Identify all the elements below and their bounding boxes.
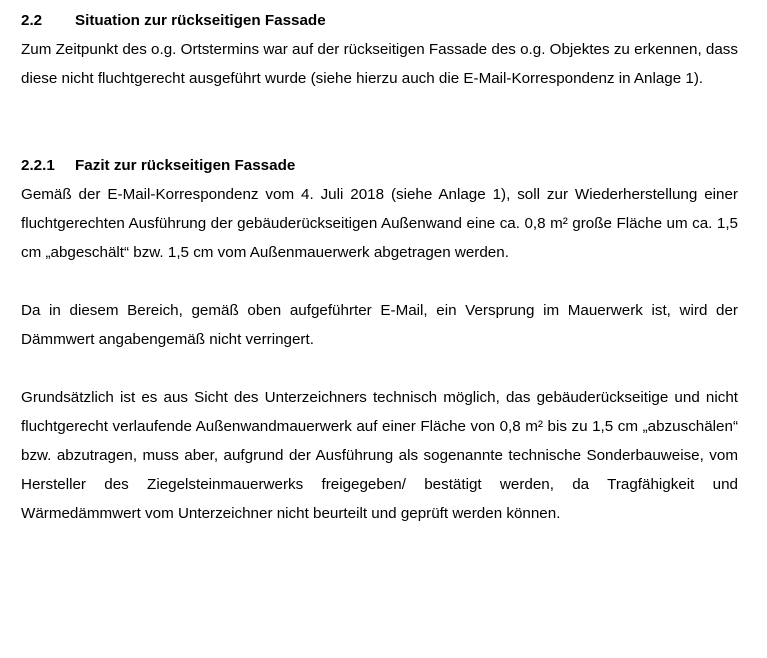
section-paragraph: Grundsätzlich ist es aus Sicht des Unterzeichners technisch möglich, das gebäuderückseitige und nicht fluchtgerecht verlaufende Außenwandmauerwerk auf einer Fläche von 0,8 m² bis zu 1,5 cm „abzuschälen“ bzw. abzutragen, muss aber, aufgrund der Ausführung als sogenannte technische Sonderbauweise, vom Hersteller des Ziegelsteinmauerwerks freigegeben/ bestätigt werden, da Tragfähigkeit und Wärmedämmwert vom Unterzeichner nicht beurteilt und geprüft werden können.	[21, 389, 738, 522]
section-number: 2.2	[21, 12, 43, 29]
spacer	[21, 93, 738, 151]
spacer	[21, 354, 738, 383]
spacer	[21, 267, 738, 296]
section-paragraph: Gemäß der E-Mail-Korrespondenz vom 4. Juli 2018 (siehe Anlage 1), soll zur Wiederherstellung einer fluchtgerechten Ausführung der gebäuderückseitigen Außenwand eine ca. 0,8 m² große Fläche um ca. 1,5 cm „abgeschält“ bzw. 1,5 cm vom Außenmauerwerk abgetragen werden.	[21, 186, 738, 261]
section-number: 2.2.1	[21, 157, 55, 174]
document-page	[21, 6, 738, 528]
section-title: Fazit zur rückseitigen Fassade	[75, 157, 296, 174]
section-heading-2-2	[21, 6, 738, 35]
section-paragraph: Zum Zeitpunkt des o.g. Ortstermins war auf der rückseitigen Fassade des o.g. Objektes zu erkennen, dass diese nicht fluchtgerecht ausgeführt wurde (siehe hierzu auch die E-Mail-Korrespondenz in Anlage 1).	[21, 41, 738, 87]
section-title: Situation zur rückseitigen Fassade	[75, 12, 326, 29]
section-paragraph: Da in diesem Bereich, gemäß oben aufgeführter E-Mail, ein Versprung im Mauerwerk ist, wird der Dämmwert angabengemäß nicht verringert.	[21, 302, 738, 348]
section-heading-2-2-1	[21, 151, 738, 180]
